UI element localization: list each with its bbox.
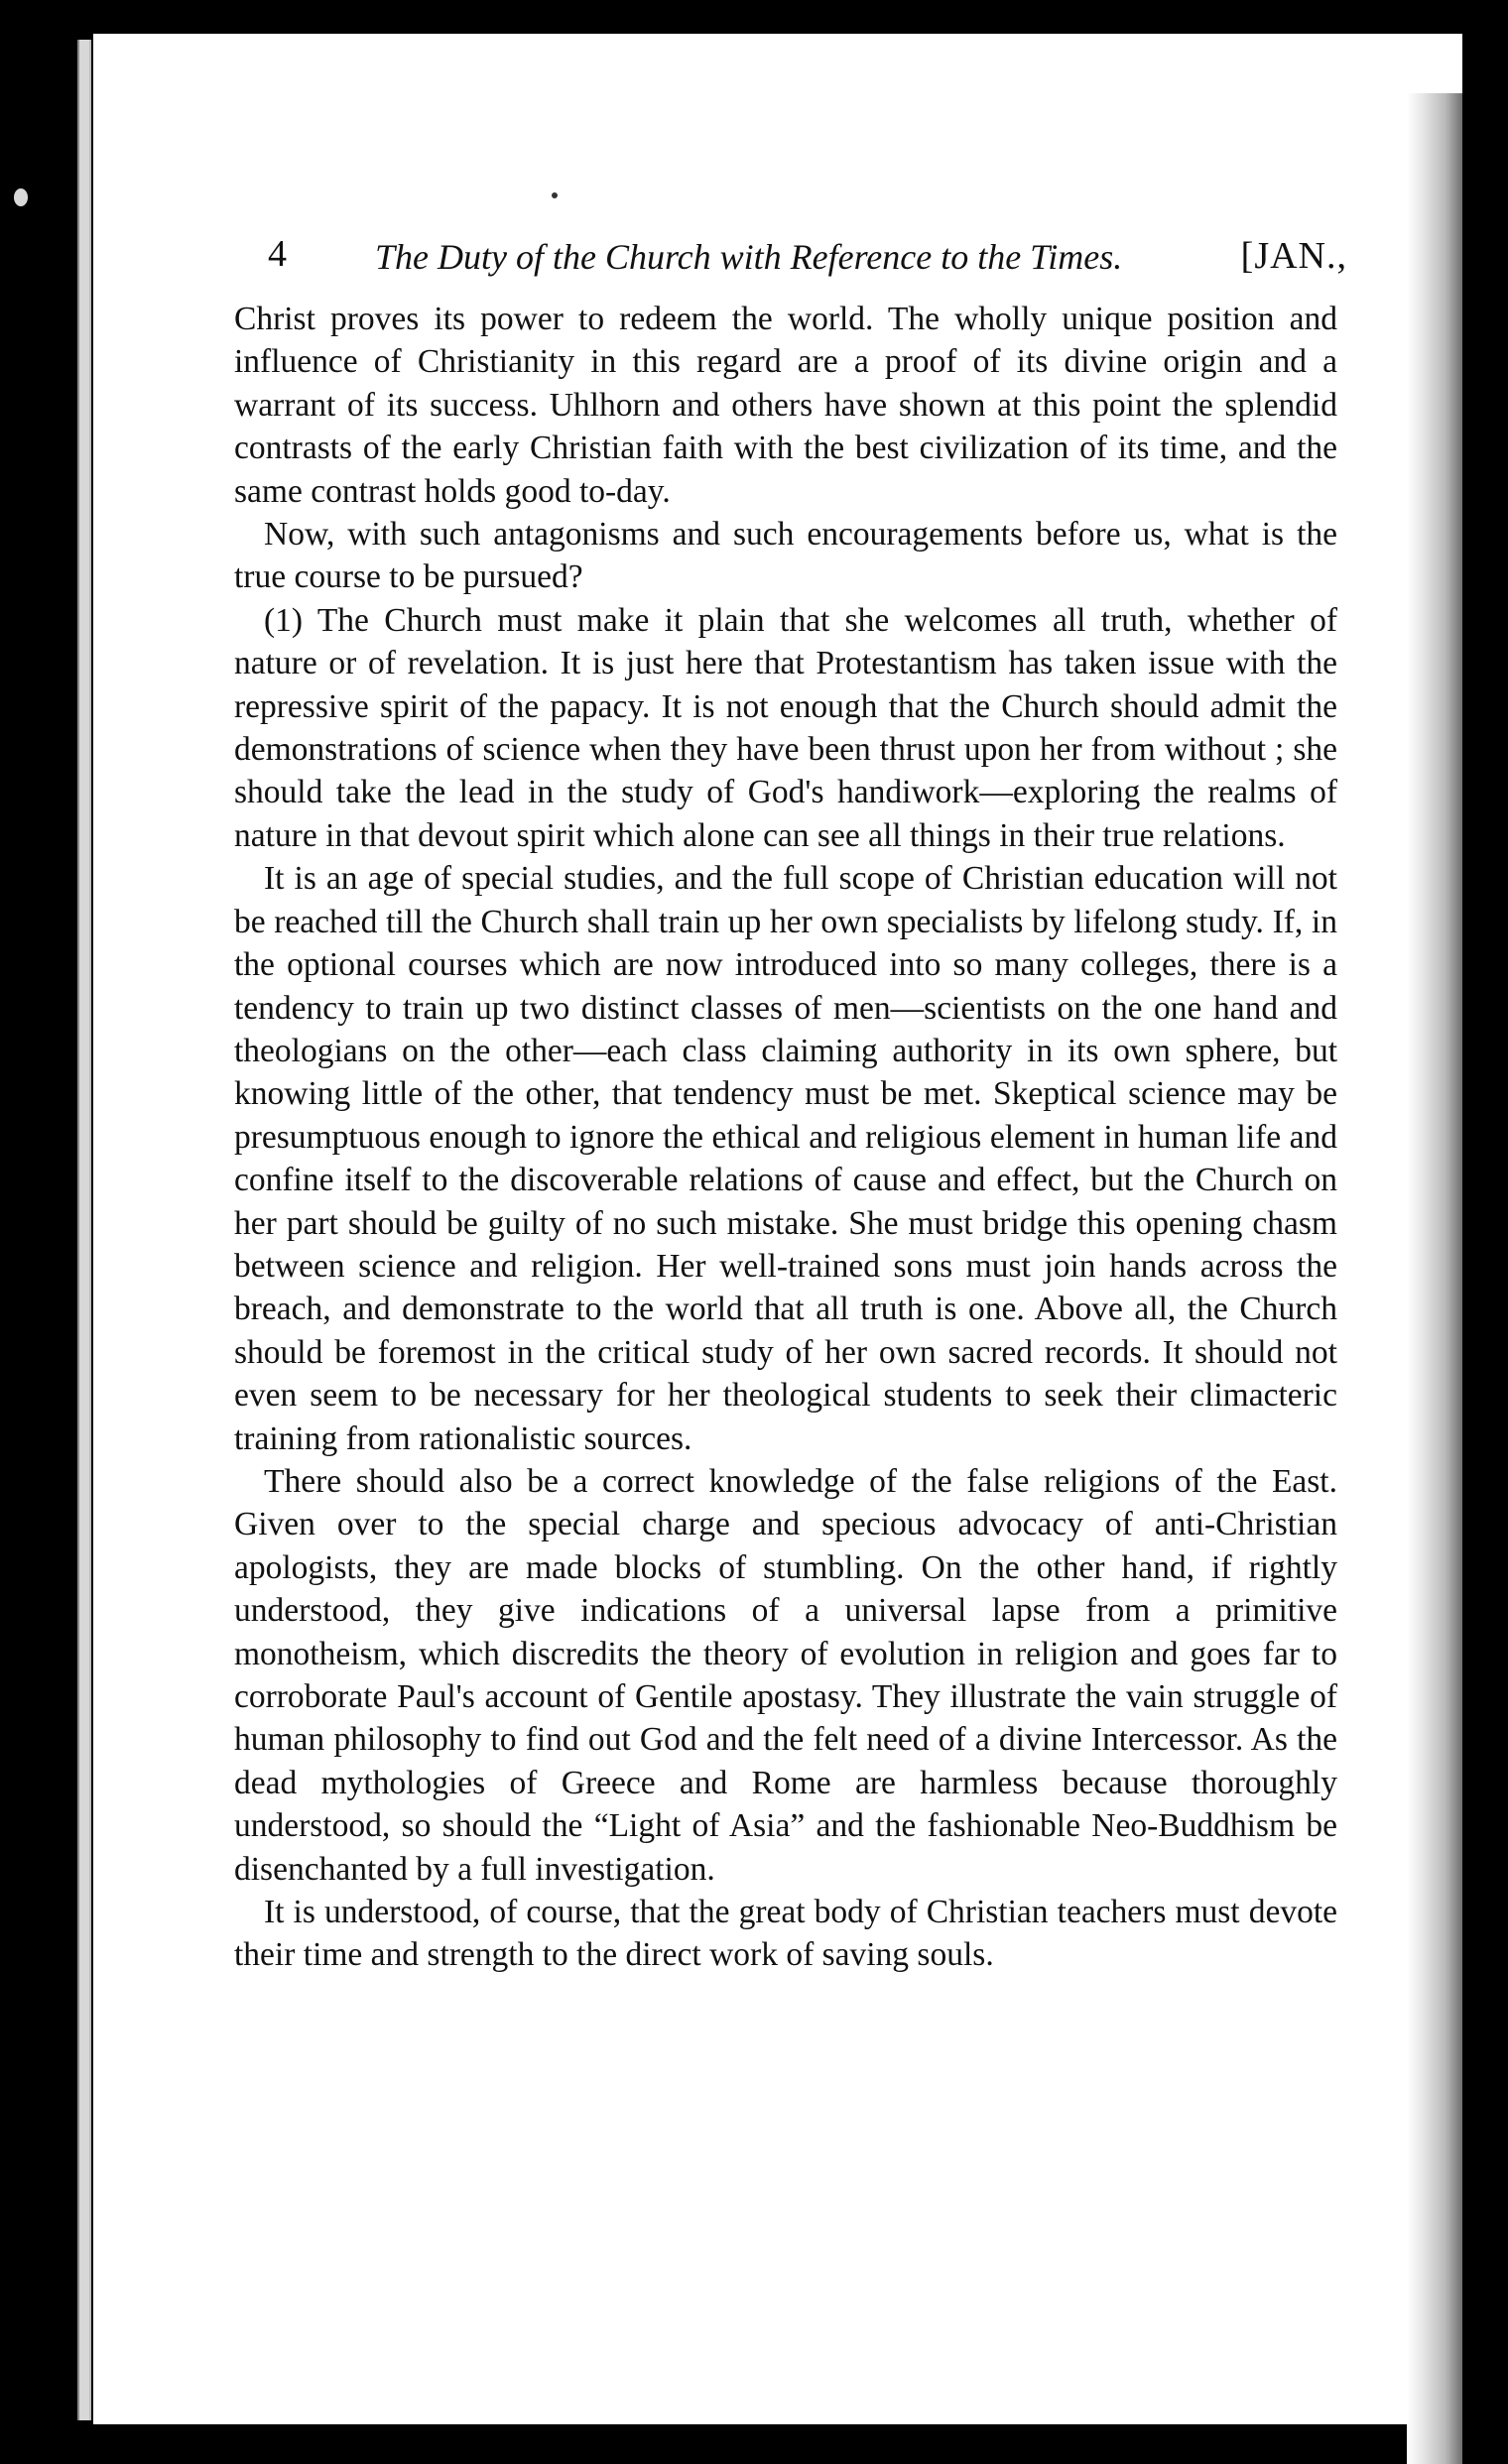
- page-number: 4: [268, 233, 287, 275]
- running-title: The Duty of the Church with Reference to the Times.: [375, 237, 1123, 277]
- paragraph: It is understood, of course, that the great body of Christian teachers must devote their time and strength to the direct work of saving souls.: [234, 1894, 1337, 1974]
- paragraph: Now, with such antagonisms and such encouragements before us, what is the true course to be pursued?: [234, 516, 1337, 596]
- scan-border: [0, 0, 71, 2444]
- running-month: [JAN.,: [1240, 235, 1347, 277]
- running-head: [177, 232, 1347, 288]
- scan-artifact: [14, 188, 28, 206]
- paragraph: (1) The Church must make it plain that she welcomes all truth, whether of nature or of revelation. It is just here that Protestantism has taken issue with the repressive spirit of the papacy. It is not enough that the Church should admit the demonstrations of science when they have been thrust upon her from without ; she should take the lead in the study of God's handiwork—exploring the realms of nature in that devout spirit which alone can see all things in their true relations.: [234, 601, 1337, 854]
- page-stack-edge: [77, 40, 91, 2420]
- print-speck: [552, 192, 558, 198]
- paragraph: It is an age of special studies, and the full scope of Christian education will not be reached till the Church shall train up her own specialists by lifelong study. If, in the optional courses which are now introduced into so many colleges, there is a tendency to train up two distinct classes of men—scientists on the one hand and theologians on the other—each class claiming authority in its own sphere, but knowing little of the other, that tendency must be met. Skeptical science may be presumptuous enough to ignore the ethical and religious element in human life and confine itself to the discoverable relations of cause and effect, but the Church on her part should be guilty of no such mistake. She must bridge this opening chasm between science and religion. Her well-trained sons must join hands across the breach, and demonstrate to the world that all truth is one. Above all, the Church should be foremost in the critical study of her own sacred records. It should not even seem to be necessary for her theological students to seek their climacteric training from rationalistic sources.: [234, 860, 1337, 1457]
- book-spine-shadow: [1407, 93, 1462, 2464]
- body-text: [234, 298, 1337, 2281]
- paragraph: Christ proves its power to redeem the world. The wholly unique position and influence of Christianity in this regard are a proof of its divine origin and a warrant of its success. Uhlhorn and others have shown at this point the splendid contrasts of the early Christian faith with the best civilization of its time, and the same contrast holds good to-day.: [234, 301, 1337, 510]
- paragraph: There should also be a correct knowledge of the false religions of the East. Given over to the special charge and specious advocacy of anti-Christian apologists, they are made blocks of stumbling. On the other hand, if rightly understood, they give indications of a universal lapse from a primitive monotheism, which discredits the theory of evolution in religion and goes far to corroborate Paul's account of Gentile apostasy. They illustrate the vain struggle of human philosophy to find out God and the felt need of a divine Intercessor. As the dead mythologies of Greece and Rome are harmless because thoroughly understood, so should the “Light of Asia” and the fashionable Neo-Buddhism be disenchanted by a full investigation.: [234, 1462, 1337, 1888]
